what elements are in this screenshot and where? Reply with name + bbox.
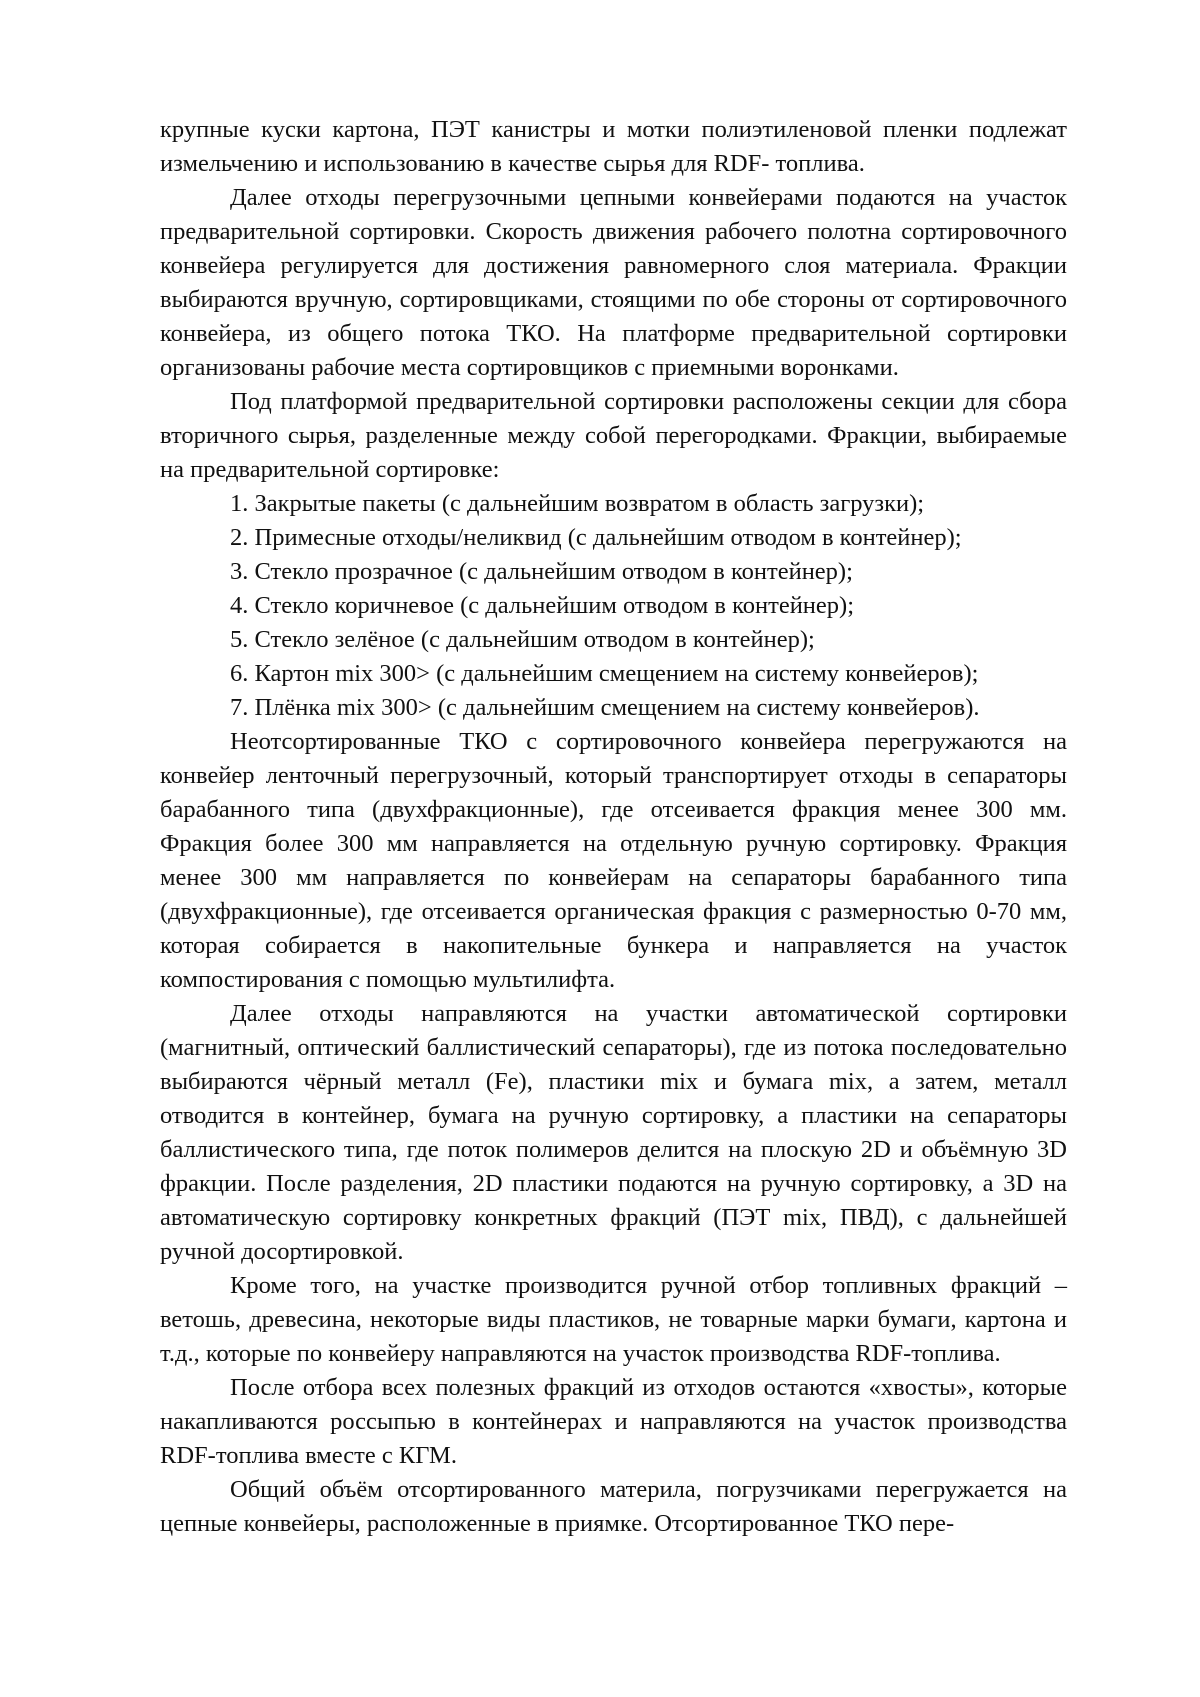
tails-paragraph: После отбора всех полезных фракций из отходов остаются «хвосты», которые накапливаются россыпью в контейнерах и направляются на участок производства RDF-топлива вместе с КГМ. — [160, 1374, 1067, 1469]
automatic-sorting-paragraph: Далее отходы направляются на участки автоматической сортировки (магнитный, оптический баллистический сепараторы), где из потока последовательно выбираются чёрный металл (Fe), пластики mix и бумага mix, а затем, металл отводится в контейнер, бумага на ручную сортировку, а пластики на сепараторы баллистического типа, где поток полимеров делится на плоскую 2D и объёмную 3D фракции. После разделения, 2D пластики подаются на ручную сортировку, а 3D на автоматическую сортировку конкретных фракций (ПЭТ mix, ПВД), с дальнейшей ручной досортировкой. — [160, 1000, 1067, 1265]
list-item: 6. Картон mix 300> (с дальнейшим смещением на систему конвейеров); — [230, 660, 979, 687]
sections-paragraph: Под платформой предварительной сортировки расположены секции для сбора вторичного сырья, разделенные между собой перегородками. Фракции, выбираемые на предварительной сортировке: — [160, 388, 1067, 483]
list-item: 3. Стекло прозрачное (с дальнейшим отводом в контейнер); — [230, 558, 853, 585]
document-page — [160, 113, 1067, 1541]
fractions-list — [160, 487, 1067, 725]
list-item: 7. Плёнка mix 300> (с дальнейшим смещением на систему конвейеров). — [230, 694, 980, 721]
list-item: 5. Стекло зелёное (с дальнейшим отводом в контейнер); — [230, 626, 815, 653]
presort-paragraph: Далее отходы перегрузочными цепными конвейерами подаются на участок предварительной сортировки. Скорость движения рабочего полотна сортировочного конвейера регулируется для достижения равномерного слоя материала. Фракции выбираются вручную, сортировщиками, стоящими по обе стороны от сортировочного конвейера, из общего потока ТКО. На платформе предварительной сортировки организованы рабочие места сортировщиков с приемными воронками. — [160, 184, 1067, 381]
intro-continuation-paragraph: крупные куски картона, ПЭТ канистры и мотки полиэтиленовой пленки подлежат измельчению и использованию в качестве сырья для RDF- топлива. — [160, 116, 1067, 177]
list-item: 1. Закрытые пакеты (с дальнейшим возвратом в область загрузки); — [230, 490, 925, 517]
list-item: 4. Стекло коричневое (с дальнейшим отводом в контейнер); — [230, 592, 855, 619]
total-volume-paragraph: Общий объём отсортированного материла, погрузчиками перегружается на цепные конвейеры, расположенные в приямке. Отсортированное ТКО пере- — [160, 1476, 1067, 1537]
fuel-fraction-paragraph: Кроме того, на участке производится ручной отбор топливных фракций – ветошь, древесина, некоторые виды пластиков, не товарные марки бумаги, картона и т.д., которые по конвейеру направляются на участок производства RDF-топлива. — [160, 1272, 1067, 1367]
unsorted-paragraph: Неотсортированные ТКО с сортировочного конвейера перегружаются на конвейер ленточный перегрузочный, который транспортирует отходы в сепараторы барабанного типа (двухфракционные), где отсеивается фракция менее 300 мм. Фракция более 300 мм направляется на отдельную ручную сортировку. Фракция менее 300 мм направляется по конвейерам на сепараторы барабанного типа (двухфракционные), где отсеивается органическая фракция с размерностью 0-70 мм, которая собирается в накопительные бункера и направляется на участок компостирования с помощью мультилифта. — [160, 728, 1067, 993]
list-item: 2. Примесные отходы/неликвид (с дальнейшим отводом в контейнер); — [230, 524, 962, 551]
